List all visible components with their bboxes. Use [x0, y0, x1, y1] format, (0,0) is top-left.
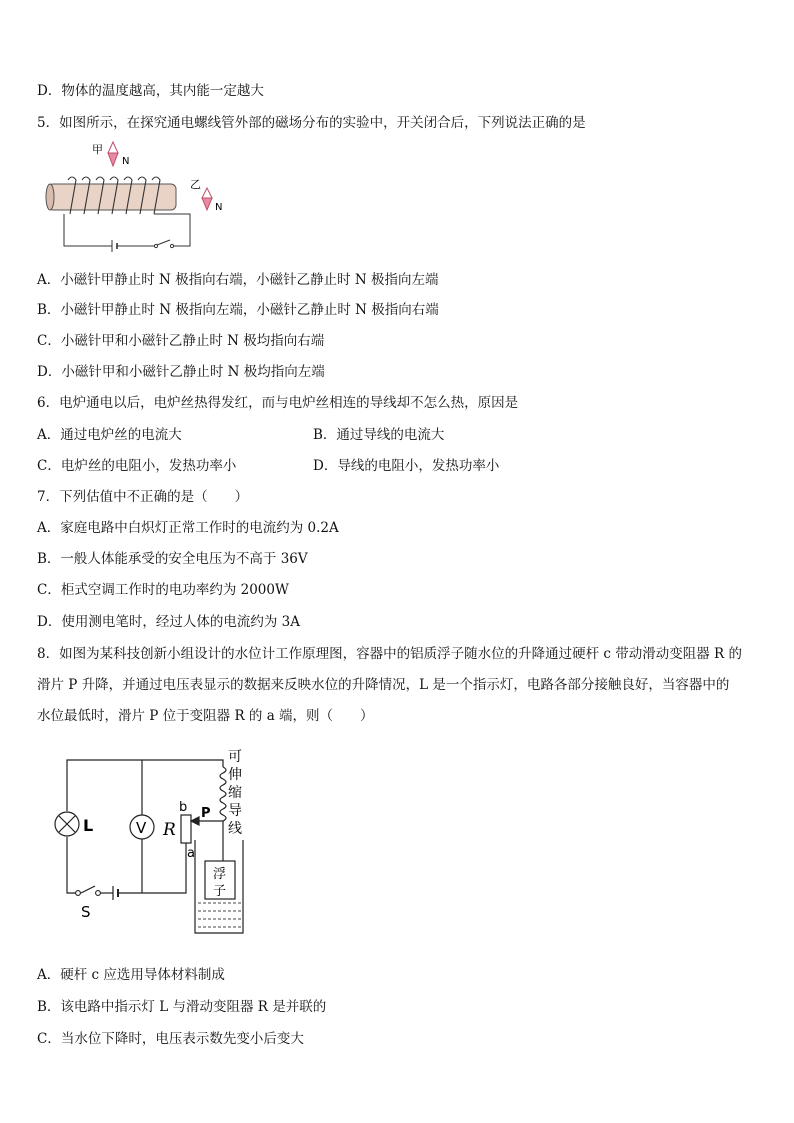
water-level-circuit-figure	[45, 745, 260, 945]
q8-option-c: C．当水位下降时，电压表示数先变小后变大	[37, 1031, 304, 1047]
q5-option-d: D．小磁针甲和小磁针乙静止时 N 极均指向左端	[37, 364, 325, 380]
svg-text:L: L	[83, 816, 94, 835]
q8-option-a: A．硬杆 c 应选用导体材料制成	[37, 967, 225, 983]
svg-text:a: a	[187, 846, 195, 861]
q5-option-c: C．小磁针甲和小磁针乙静止时 N 极均指向右端	[37, 333, 325, 349]
q4-option-d: D．物体的温度越高，其内能一定越大	[37, 83, 264, 99]
svg-text:S: S	[81, 903, 91, 921]
svg-text:伸: 伸	[228, 767, 242, 783]
svg-text:导: 导	[228, 803, 242, 819]
svg-text:N: N	[215, 202, 223, 213]
q7-option-d: D．使用测电笔时，经过人体的电流约为 3A	[37, 614, 300, 630]
solenoid-figure	[40, 140, 240, 258]
q6-option-d: D．导线的电阻小，发热功率小	[313, 458, 500, 474]
q7-option-a: A．家庭电路中白炽灯正常工作时的电流约为 0.2A	[37, 520, 339, 536]
float-label: 浮	[213, 867, 227, 882]
q8-stem-line1: 8．如图为某科技创新小组设计的水位计工作原理图，容器中的铝质浮子随水位的升降通过硬杆 c 带动滑动变阻器 R 的	[37, 646, 742, 662]
switch-icon	[157, 240, 170, 245]
wire-label	[228, 749, 242, 837]
svg-text:V: V	[136, 819, 147, 837]
svg-text:P: P	[201, 806, 211, 821]
compass-yi-icon	[202, 188, 212, 198]
q7-option-c: C．柜式空调工作时的电功率约为 2000W	[37, 582, 289, 598]
q7-option-b: B．一般人体能承受的安全电压为不高于 36V	[37, 551, 308, 567]
svg-text:b: b	[179, 800, 188, 815]
svg-text:R: R	[163, 820, 176, 840]
svg-text:线: 线	[228, 821, 242, 837]
compass-jia-icon	[108, 142, 118, 153]
q8-stem-line2: 滑片 P 升降，并通过电压表显示的数据来反映水位的升降情况，L 是一个指示灯，电路各部分接触良好，当容器中的	[37, 677, 730, 693]
q6-option-a: A．通过电炉丝的电流大	[37, 427, 182, 443]
water	[198, 903, 241, 927]
switch-icon	[76, 891, 81, 896]
q8-option-b: B．该电路中指示灯 L 与滑动变阻器 R 是并联的	[37, 999, 327, 1015]
svg-text:可: 可	[228, 749, 242, 765]
svg-text:子: 子	[213, 884, 227, 899]
q5-option-a: A．小磁针甲静止时 N 极指向右端，小磁针乙静止时 N 极指向左端	[37, 272, 439, 288]
q6-stem: 6．电炉通电以后，电炉丝热得发红，而与电炉丝相连的导线却不怎么热，原因是	[37, 395, 519, 411]
q6-option-c: C．电炉丝的电阻小，发热功率小	[37, 458, 237, 474]
q5-stem: 5．如图所示，在探究通电螺线管外部的磁场分布的实验中，开关闭合后，下列说法正确的是	[37, 115, 586, 131]
svg-text:缩: 缩	[228, 785, 242, 801]
q6-option-b: B．通过导线的电流大	[313, 427, 445, 443]
q5-option-b: B．小磁针甲静止时 N 极指向左端，小磁针乙静止时 N 极指向右端	[37, 302, 439, 318]
q8-stem-line3: 水位最低时，滑片 P 位于变阻器 R 的 a 端，则（ ）	[37, 708, 374, 724]
compass-yi-label: 乙	[190, 178, 201, 191]
svg-text:N: N	[122, 156, 130, 167]
compass-jia-label: 甲	[92, 143, 103, 156]
q7-stem: 7．下列估值中不正确的是（ ）	[37, 489, 249, 505]
